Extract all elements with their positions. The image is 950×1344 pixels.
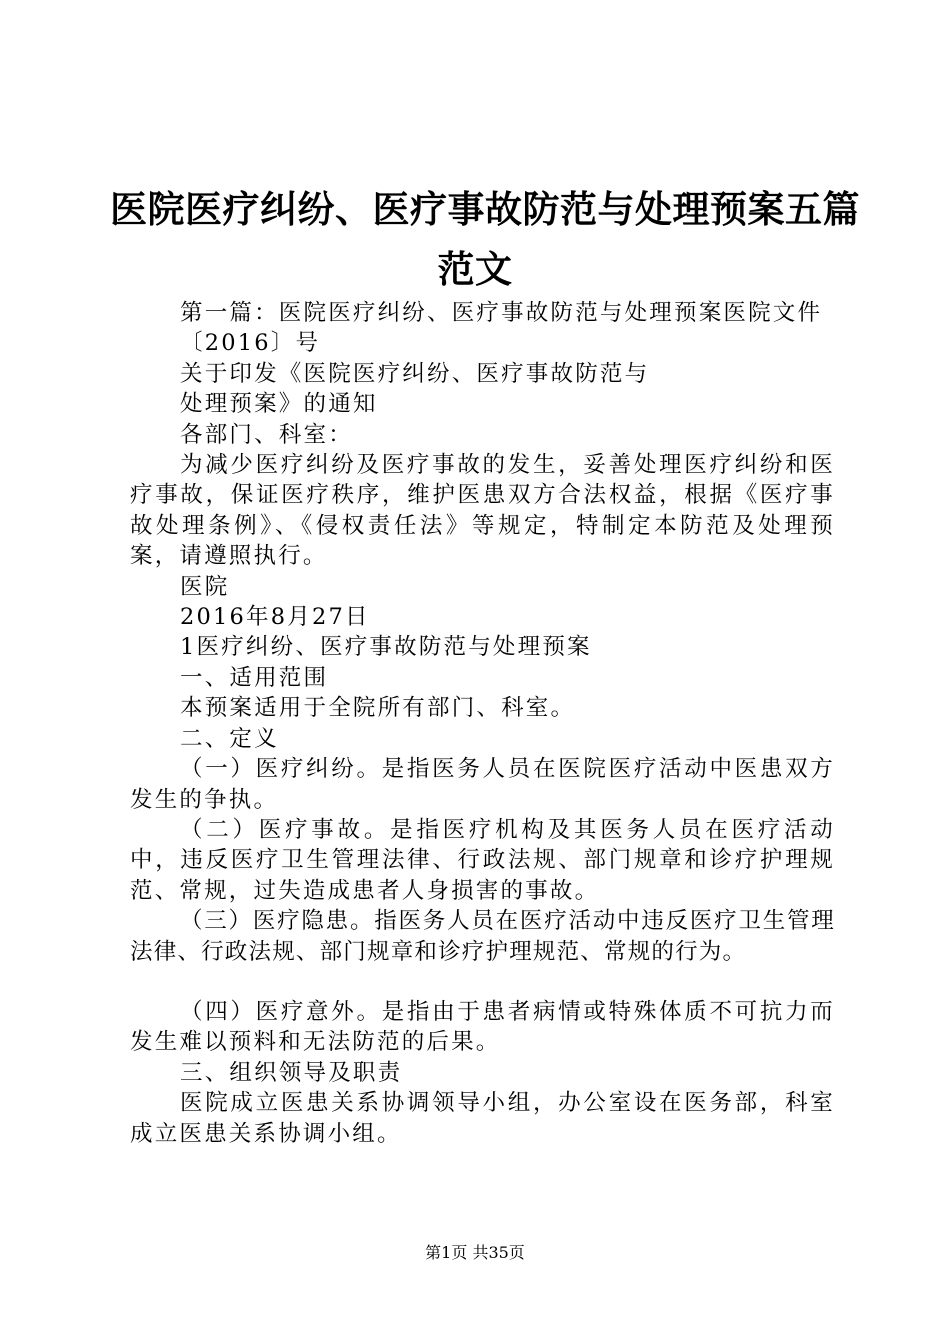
paragraph-purpose: 为减少医疗纠纷及医疗事故的发生，妥善处理医疗纠纷和医疗事故，保证医疗秩序，维护医患双方合法权益，根据《医疗事故处理条例》、《侵权责任法》等规定，特制定本防范及处理预案，请遵照执行。 (130, 452, 835, 570)
paragraph-plan-title: 1医疗纠纷、医疗事故防范与处理预案 (180, 634, 592, 661)
paragraph-notice-title-1: 关于印发《医院医疗纠纷、医疗事故防范与 (180, 360, 650, 387)
page-number-footer: 第1页 共35页 (425, 1243, 525, 1262)
paragraph-scope: 本预案适用于全院所有部门、科室。 (180, 695, 576, 722)
document-title-line-1: 医院医疗纠纷、医疗事故防范与处理预案五篇 (110, 188, 860, 231)
paragraph-notice-title-2: 处理预案》的通知 (180, 391, 378, 418)
paragraph-definition-dispute: （一）医疗纠纷。是指医务人员在医院医疗活动中医患双方发生的争执。 (130, 756, 835, 813)
paragraph-issuer: 医院 (180, 573, 230, 600)
paragraph-date: 2016年8月27日 (180, 604, 370, 631)
document-title-line-2: 范文 (437, 248, 513, 291)
paragraph-recipients: 各部门、科室： (180, 421, 353, 448)
paragraph-part-one-heading: 第一篇：医院医疗纠纷、医疗事故防范与处理预案医院文件 (180, 300, 823, 326)
paragraph-document-number: 〔2016〕号 (180, 330, 321, 357)
paragraph-organization: 医院成立医患关系协调领导小组，办公室设在医务部，科室成立医患关系协调小组。 (130, 1090, 835, 1147)
section-heading-scope: 一、适用范围 (180, 664, 329, 691)
section-heading-definitions: 二、定义 (180, 725, 279, 752)
paragraph-definition-unexpected: （四）医疗意外。是指由于患者病情或特殊体质不可抗力而发生难以预料和无法防范的后果。 (130, 998, 835, 1056)
paragraph-definition-hazard: （三）医疗隐患。指医务人员在医疗活动中违反医疗卫生管理法律、行政法规、部门规章和诊疗护理规范、常规的行为。 (130, 908, 835, 965)
section-heading-organization: 三、组织领导及职责 (180, 1059, 403, 1086)
document-body (130, 298, 835, 1149)
paragraph-definition-accident: （二）医疗事故。是指医疗机构及其医务人员在医疗活动中，违反医疗卫生管理法律、行政法规、部门规章和诊疗护理规范、常规，过失造成患者人身损害的事故。 (130, 816, 835, 904)
